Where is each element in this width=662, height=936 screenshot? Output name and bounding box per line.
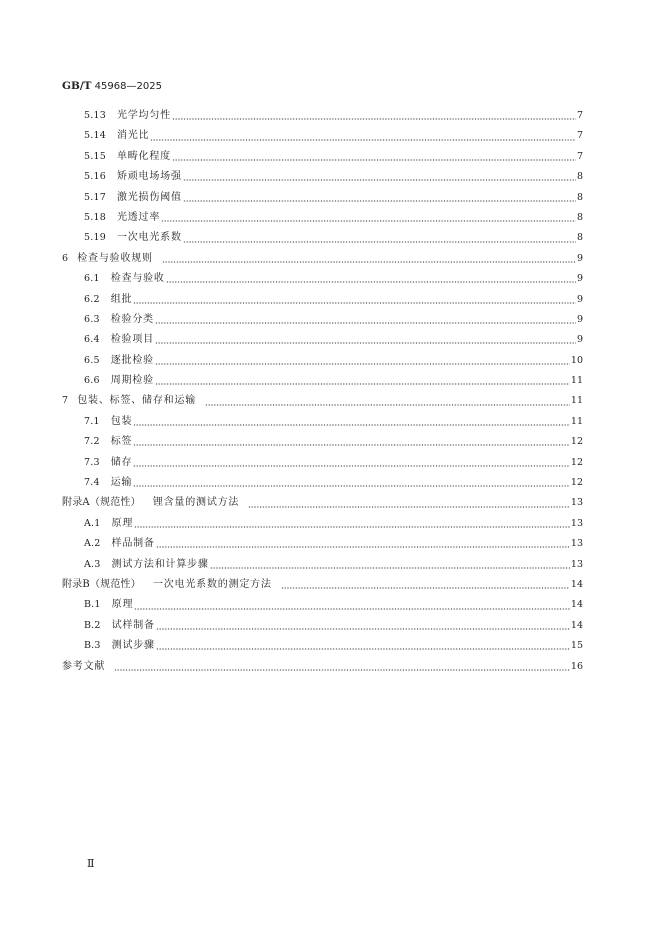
toc-entry-page: 9 [576, 273, 583, 285]
document-header [62, 78, 162, 95]
toc-entry-title: 检查与验收规则 [77, 252, 153, 264]
toc-entry-number: 6.2 [84, 293, 100, 305]
toc-entry-title: 参考文献 [62, 660, 106, 672]
toc-leader-dots [133, 485, 570, 487]
toc-entry-number: 5.19 [84, 232, 106, 244]
toc-leader-dots [183, 179, 576, 181]
toc-entry-number: 5.13 [84, 110, 106, 121]
toc-leader-dots [210, 567, 570, 569]
toc-entry-page: 15 [570, 640, 583, 652]
toc-entry [62, 514, 583, 534]
toc-chapter-entry [62, 249, 583, 269]
toc-entry-page: 7 [576, 150, 583, 162]
toc-entry [62, 208, 583, 228]
toc-entry-page: 11 [570, 375, 583, 387]
toc-entry [62, 412, 583, 432]
toc-entry [62, 432, 583, 452]
toc-chapter-entry [62, 391, 583, 411]
toc-leader-dots [155, 363, 570, 365]
toc-appendix-entry [62, 575, 583, 595]
toc-entry-page: 12 [570, 456, 583, 468]
toc-entry-number: 6 [62, 252, 69, 264]
page-number: Ⅱ [87, 857, 95, 870]
toc-entry-number: A.3 [84, 558, 101, 570]
toc-appendix-label: 附录B（规范性） [62, 578, 141, 590]
toc-entry-number: A.1 [84, 517, 101, 529]
toc-entry-page: 9 [576, 252, 583, 264]
standard-code-number: 45968—2025 [91, 81, 162, 92]
toc-leader-dots [133, 465, 570, 467]
toc-entry-page: 13 [570, 558, 583, 570]
toc-entry-page: 8 [576, 171, 583, 183]
toc-entry-number: 6.4 [84, 334, 100, 346]
toc-entry-title: 运输 [110, 477, 133, 489]
table-of-contents [62, 106, 583, 677]
toc-entry [62, 616, 583, 636]
toc-entry-title: 周期检验 [110, 375, 154, 387]
toc-leader-dots [183, 200, 576, 202]
toc-entry-title: 检查与验收 [110, 273, 165, 285]
toc-entry-title: 逐批检验 [110, 354, 154, 366]
toc-leader-dots [133, 424, 570, 426]
toc-entry [62, 453, 583, 473]
standard-code-prefix: GB/T [62, 80, 92, 92]
toc-leader-dots [183, 241, 576, 243]
toc-entry-page: 9 [576, 293, 583, 305]
toc-entry-number: 5.14 [84, 130, 106, 142]
toc-leader-dots [156, 648, 570, 650]
toc-entry [62, 330, 583, 350]
toc-entry-page: 7 [576, 130, 583, 142]
toc-entry [62, 555, 583, 575]
toc-leader-dots [166, 281, 576, 283]
toc-entry-title: 样品制备 [111, 538, 155, 550]
toc-entry-page: 11 [570, 395, 583, 407]
toc-entry [62, 147, 583, 167]
toc-leader-dots [156, 546, 570, 548]
toc-entry-title: 消光比 [116, 130, 150, 142]
toc-entry-title: 光学均匀性 [116, 110, 171, 121]
toc-entry-page: 7 [576, 110, 583, 121]
toc-entry-title: 一次电光系数的测定方法 [152, 578, 272, 590]
toc-entry-number: 6.6 [84, 375, 100, 387]
toc-entry-title: 包装、标签、储存和运输 [77, 395, 197, 407]
toc-leader-dots [172, 159, 576, 161]
toc-entry-title: 原理 [111, 517, 134, 529]
toc-entry-title: 检验项目 [110, 334, 154, 346]
toc-appendix-label: 附录A（规范性） [62, 497, 141, 509]
toc-leader-dots [134, 526, 570, 528]
toc-entry [62, 310, 583, 330]
toc-references-entry [62, 657, 583, 677]
toc-leader-dots [155, 322, 576, 324]
toc-entry-title: 测试步骤 [111, 640, 155, 652]
toc-entry-title: 检验分类 [110, 313, 154, 325]
toc-entry [62, 269, 583, 289]
toc-entry [62, 371, 583, 391]
toc-entry-number: 5.18 [84, 211, 106, 223]
toc-entry-page: 14 [570, 599, 583, 611]
toc-entry-title: 试样制备 [111, 619, 155, 631]
toc-entry-page: 8 [576, 191, 583, 203]
toc-entry-title: 矫顽电场场强 [116, 171, 182, 183]
toc-entry [62, 290, 583, 310]
toc-entry [62, 228, 583, 248]
toc-entry-title: 激光损伤阈值 [116, 191, 182, 203]
toc-leader-dots [134, 608, 570, 610]
toc-entry-page: 13 [570, 517, 583, 529]
toc-leader-dots [281, 587, 570, 589]
toc-entry-title: 单畴化程度 [116, 150, 171, 162]
toc-entry [62, 595, 583, 615]
toc-entry-page: 8 [576, 232, 583, 244]
toc-entry-number: 7.1 [84, 415, 100, 427]
toc-entry-number: 5.16 [84, 171, 106, 183]
toc-leader-dots [162, 261, 576, 263]
toc-entry-title: 标签 [110, 436, 133, 448]
toc-entry-page: 12 [570, 436, 583, 448]
toc-entry-title: 锂含量的测试方法 [152, 497, 240, 509]
toc-leader-dots [161, 220, 576, 222]
toc-entry-title: 光透过率 [116, 211, 161, 223]
toc-entry-number: 7.2 [84, 436, 100, 448]
toc-entry [62, 636, 583, 656]
toc-entry-number: 6.1 [84, 273, 100, 285]
toc-entry [62, 351, 583, 371]
toc-leader-dots [155, 342, 576, 344]
toc-leader-dots [114, 669, 570, 671]
toc-entry-page: 13 [570, 538, 583, 550]
toc-entry-title: 储存 [110, 456, 133, 468]
toc-entry-title: 组批 [110, 293, 133, 305]
toc-entry-page: 8 [576, 211, 583, 223]
toc-entry-number: 6.5 [84, 354, 100, 366]
toc-entry-page: 13 [570, 497, 583, 509]
toc-entry-page: 16 [570, 660, 583, 672]
toc-entry-title: 测试方法和计算步骤 [111, 558, 209, 570]
toc-entry-page: 9 [576, 313, 583, 325]
toc-entry-number: 6.3 [84, 313, 100, 325]
toc-entry-number: 5.17 [84, 191, 106, 203]
toc-entry-page: 11 [570, 415, 583, 427]
toc-entry-number: 5.15 [84, 150, 106, 162]
toc-leader-dots [133, 444, 570, 446]
toc-entry [62, 188, 583, 208]
toc-entry-title: 原理 [111, 599, 134, 611]
toc-leader-dots [150, 139, 576, 141]
toc-entry-page: 10 [570, 354, 583, 366]
toc-leader-dots [155, 383, 570, 385]
toc-entry-page: 12 [570, 477, 583, 489]
toc-entry-number: 7 [62, 395, 69, 407]
toc-entry-title: 一次电光系数 [116, 232, 182, 244]
toc-leader-dots [156, 628, 570, 630]
toc-leader-dots [248, 506, 570, 508]
toc-entry-number: 7.3 [84, 456, 100, 468]
toc-entry [62, 126, 583, 146]
toc-entry [62, 473, 583, 493]
toc-entry [62, 106, 583, 126]
toc-entry-number: B.2 [84, 619, 101, 631]
toc-appendix-entry [62, 493, 583, 513]
toc-entry-number: B.1 [84, 599, 101, 611]
toc-entry-number: B.3 [84, 640, 101, 652]
toc-entry [62, 167, 583, 187]
toc-entry-page: 14 [570, 619, 583, 631]
toc-leader-dots [133, 302, 576, 304]
toc-entry-number: 7.4 [84, 477, 100, 489]
toc-leader-dots [172, 118, 576, 120]
toc-entry-page: 9 [576, 334, 583, 346]
toc-entry [62, 534, 583, 554]
toc-leader-dots [205, 404, 570, 406]
toc-entry-number: A.2 [84, 538, 101, 550]
toc-entry-title: 包装 [110, 415, 133, 427]
toc-entry-page: 14 [570, 578, 583, 590]
